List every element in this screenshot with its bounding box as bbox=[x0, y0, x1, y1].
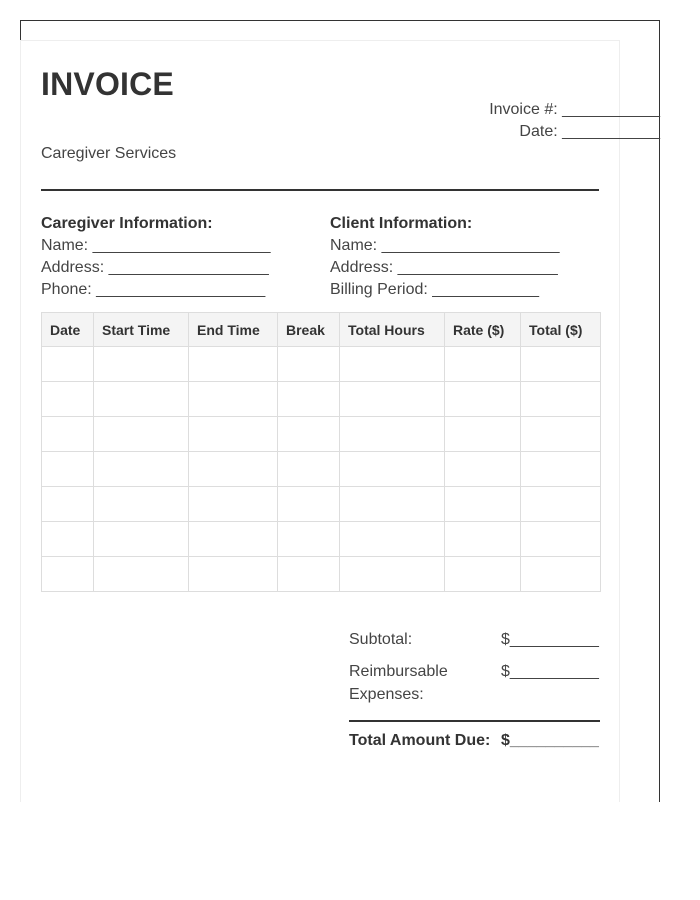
table-cell[interactable] bbox=[340, 417, 445, 452]
table-cell[interactable] bbox=[278, 347, 340, 382]
header-divider bbox=[41, 189, 599, 191]
client-address-field[interactable]: Address: __________________ bbox=[330, 259, 558, 276]
table-cell[interactable] bbox=[189, 347, 278, 382]
table-cell[interactable] bbox=[278, 557, 340, 592]
table-cell[interactable] bbox=[340, 452, 445, 487]
table-row bbox=[42, 487, 601, 522]
table-cell[interactable] bbox=[445, 382, 521, 417]
table-cell[interactable] bbox=[340, 382, 445, 417]
table-cell[interactable] bbox=[94, 522, 189, 557]
table-cell[interactable] bbox=[189, 382, 278, 417]
table-cell[interactable] bbox=[278, 382, 340, 417]
caregiver-info-section bbox=[41, 213, 311, 301]
table-row bbox=[42, 417, 601, 452]
table-cell[interactable] bbox=[94, 557, 189, 592]
table-row bbox=[42, 347, 601, 382]
client-billing-period-field[interactable]: Billing Period: ____________ bbox=[330, 281, 540, 298]
table-cell[interactable] bbox=[445, 557, 521, 592]
table-cell[interactable] bbox=[340, 557, 445, 592]
table-cell[interactable] bbox=[445, 452, 521, 487]
invoice-meta bbox=[489, 99, 660, 143]
column-header-break: Break bbox=[278, 313, 340, 347]
table-cell[interactable] bbox=[521, 347, 601, 382]
caregiver-name-field[interactable]: Name: ____________________ bbox=[41, 237, 271, 254]
table-cell[interactable] bbox=[94, 382, 189, 417]
table-cell[interactable] bbox=[42, 452, 94, 487]
reimbursable-row bbox=[349, 660, 600, 716]
table-cell[interactable] bbox=[94, 452, 189, 487]
table-cell[interactable] bbox=[278, 487, 340, 522]
column-header-start-time: Start Time bbox=[94, 313, 189, 347]
subtotal-label: Subtotal: bbox=[349, 631, 413, 648]
table-header-row bbox=[42, 313, 601, 347]
subtotal-row bbox=[349, 628, 600, 660]
totals-divider bbox=[349, 720, 600, 722]
table-cell[interactable] bbox=[278, 452, 340, 487]
table-cell[interactable] bbox=[94, 487, 189, 522]
table-cell[interactable] bbox=[189, 417, 278, 452]
table-cell[interactable] bbox=[94, 417, 189, 452]
reimbursable-field[interactable]: $__________ bbox=[501, 663, 599, 680]
table-cell[interactable] bbox=[521, 452, 601, 487]
client-info-heading: Client Information: bbox=[330, 215, 473, 232]
table-cell[interactable] bbox=[189, 522, 278, 557]
table-cell[interactable] bbox=[521, 417, 601, 452]
table-cell[interactable] bbox=[42, 417, 94, 452]
table-cell[interactable] bbox=[521, 487, 601, 522]
total-due-row bbox=[349, 728, 600, 758]
table-cell[interactable] bbox=[189, 452, 278, 487]
table-cell[interactable] bbox=[42, 487, 94, 522]
column-header-total: Total ($) bbox=[521, 313, 601, 347]
hours-table bbox=[41, 312, 601, 592]
caregiver-address-field[interactable]: Address: __________________ bbox=[41, 259, 269, 276]
subtotal-field[interactable]: $__________ bbox=[501, 631, 599, 648]
column-header-total-hours: Total Hours bbox=[340, 313, 445, 347]
caregiver-phone-field[interactable]: Phone: ___________________ bbox=[41, 281, 266, 298]
invoice-number-field[interactable]: Invoice #: ___________ bbox=[489, 101, 660, 118]
table-row bbox=[42, 557, 601, 592]
table-cell[interactable] bbox=[42, 347, 94, 382]
table-cell[interactable] bbox=[445, 522, 521, 557]
total-due-label: Total Amount Due: bbox=[349, 732, 491, 749]
column-header-rate: Rate ($) bbox=[445, 313, 521, 347]
table-cell[interactable] bbox=[445, 347, 521, 382]
client-info-section bbox=[330, 213, 600, 301]
column-header-end-time: End Time bbox=[189, 313, 278, 347]
client-name-field[interactable]: Name: ____________________ bbox=[330, 237, 560, 254]
invoice-title: INVOICE bbox=[41, 66, 174, 102]
table-cell[interactable] bbox=[42, 522, 94, 557]
table-row bbox=[42, 382, 601, 417]
table-cell[interactable] bbox=[521, 522, 601, 557]
table-cell[interactable] bbox=[42, 557, 94, 592]
totals-section bbox=[349, 628, 600, 758]
table-cell[interactable] bbox=[42, 382, 94, 417]
table-row bbox=[42, 452, 601, 487]
table-cell[interactable] bbox=[278, 417, 340, 452]
table-cell[interactable] bbox=[189, 487, 278, 522]
table-cell[interactable] bbox=[521, 382, 601, 417]
table-cell[interactable] bbox=[445, 417, 521, 452]
total-due-field[interactable]: $__________ bbox=[501, 732, 599, 749]
table-cell[interactable] bbox=[445, 487, 521, 522]
table-cell[interactable] bbox=[278, 522, 340, 557]
table-cell[interactable] bbox=[189, 557, 278, 592]
table-cell[interactable] bbox=[340, 347, 445, 382]
table-cell[interactable] bbox=[94, 347, 189, 382]
table-cell[interactable] bbox=[340, 487, 445, 522]
reimbursable-label: Reimbursable Expenses: bbox=[349, 663, 448, 703]
table-row bbox=[42, 522, 601, 557]
invoice-subtitle: Caregiver Services bbox=[41, 145, 177, 162]
table-cell[interactable] bbox=[521, 557, 601, 592]
table-cell[interactable] bbox=[340, 522, 445, 557]
invoice-date-field[interactable]: Date: ___________ bbox=[519, 123, 660, 140]
caregiver-info-heading: Caregiver Information: bbox=[41, 215, 213, 232]
column-header-date: Date bbox=[42, 313, 94, 347]
